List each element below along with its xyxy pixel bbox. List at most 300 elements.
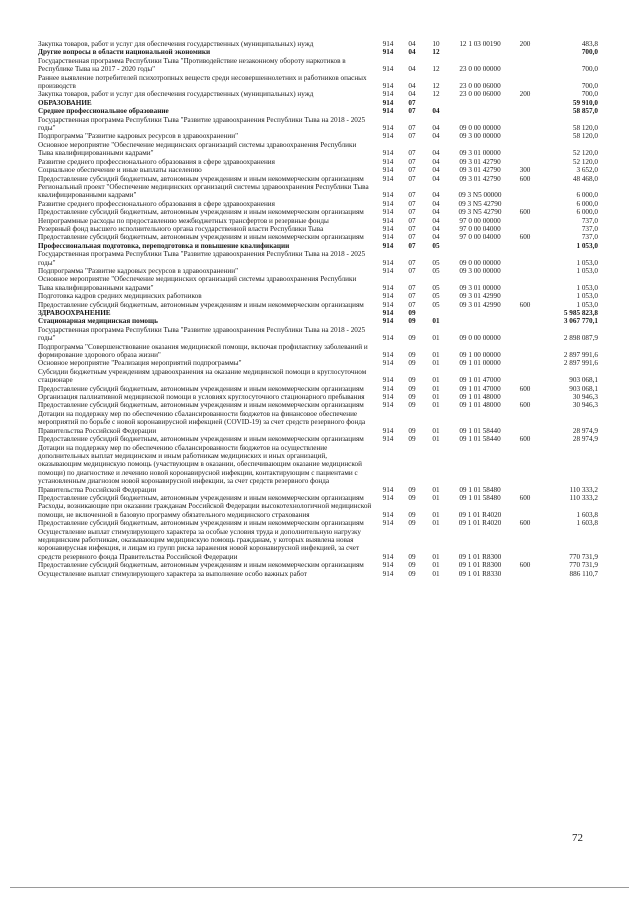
row-amount: 1 053,0: [576, 266, 598, 275]
row-section-code: 07: [408, 283, 416, 292]
row-name: Подпрограмма "Развитие кадровых ресурсов в здравоохранении": [38, 266, 239, 275]
row-amount: 700,0: [581, 48, 598, 57]
row-subsection-code: 10: [432, 40, 440, 48]
row-subsection-code: 05: [432, 292, 440, 301]
table-row: [38, 166, 598, 174]
table-row: [38, 233, 598, 241]
row-amount: 6 000,0: [576, 191, 598, 200]
row-section-code: 07: [408, 233, 416, 242]
row-section-code: 09: [408, 401, 416, 410]
table-row: [38, 326, 598, 343]
row-target-article: 09 3 00 00000: [459, 266, 501, 275]
row-amount: 1 053,0: [576, 300, 598, 309]
row-ministry-code: 914: [382, 510, 394, 519]
row-expense-type: 600: [519, 174, 531, 183]
row-target-article: 09 1 01 58440: [459, 426, 501, 435]
row-amount: 30 946,3: [572, 393, 598, 402]
row-section-code: 07: [408, 191, 416, 200]
row-ministry-code: 914: [382, 233, 394, 242]
budget-table: [38, 40, 598, 578]
table-row: [38, 250, 598, 267]
row-ministry-code: 914: [382, 376, 394, 385]
row-subsection-code: 05: [432, 241, 440, 250]
row-target-article: 09 0 00 00000: [459, 258, 501, 267]
row-amount: 2 897 991,6: [563, 359, 598, 368]
row-target-article: 09 1 01 58480: [459, 485, 501, 494]
row-ministry-code: 914: [382, 317, 394, 326]
row-ministry-code: 914: [382, 393, 394, 402]
row-section-code: 04: [408, 48, 416, 57]
row-expense-type: 600: [519, 561, 531, 570]
row-amount: 48 468,0: [572, 174, 598, 183]
row-section-code: 07: [408, 149, 416, 158]
row-ministry-code: 914: [382, 552, 394, 561]
row-amount: 737,0: [581, 233, 598, 242]
row-name: Предоставление субсидий бюджетным, автономным учреждениям и иным некоммерческим организациям: [38, 233, 364, 242]
table-row: [38, 444, 598, 494]
row-subsection-code: 01: [432, 393, 440, 402]
row-subsection-code: 04: [432, 216, 440, 225]
table-row: [38, 225, 598, 233]
row-section-code: 09: [408, 376, 416, 385]
row-ministry-code: 914: [382, 435, 394, 444]
table-row: [38, 393, 598, 401]
row-target-article: 97 0 00 04000: [459, 224, 501, 233]
row-subsection-code: 01: [432, 317, 440, 326]
row-target-article: 09 1 00 00000: [459, 351, 501, 360]
table-row: [38, 158, 598, 166]
row-expense-type: 600: [519, 519, 531, 528]
row-ministry-code: 914: [382, 283, 394, 292]
row-target-article: 09 3 N5 42790: [458, 199, 502, 208]
table-row: [38, 494, 598, 502]
row-name: Организация паллиативной медицинской помощи в условиях круглосуточного стационарного пребывания: [38, 393, 365, 402]
row-ministry-code: 914: [382, 426, 394, 435]
row-target-article: 12 1 03 00190: [459, 40, 501, 48]
row-amount: 903 068,1: [569, 384, 598, 393]
table-row: [38, 132, 598, 140]
row-amount: 28 974,9: [572, 426, 598, 435]
row-target-article: 09 1 01 R4020: [458, 510, 502, 519]
row-section-code: 09: [408, 309, 416, 317]
row-name: Основное мероприятие "Обеспечение медицинских организаций системы здравоохранения Республики Тыва квалифицированными кадрами": [38, 140, 357, 158]
row-name: Социальное обеспечение и иные выплаты населению: [38, 166, 202, 175]
row-ministry-code: 914: [382, 98, 394, 107]
page-number: 72: [572, 832, 583, 844]
row-ministry-code: 914: [382, 258, 394, 267]
row-amount: 3 652,0: [576, 166, 598, 175]
table-row: [38, 107, 598, 115]
row-amount: 483,8: [581, 40, 598, 48]
row-subsection-code: 01: [432, 359, 440, 368]
row-amount: 3 067 770,1: [563, 317, 598, 326]
row-target-article: 09 3 01 42790: [459, 174, 501, 183]
row-name: Государственная программа Республики Тыва "Противодействие незаконному обороту наркотиков в Республике Тыва на 2017 - 2020 годы": [38, 56, 346, 74]
row-section-code: 09: [408, 426, 416, 435]
row-subsection-code: 05: [432, 258, 440, 267]
row-section-code: 09: [408, 552, 416, 561]
row-amount: 737,0: [581, 216, 598, 225]
row-subsection-code: 01: [432, 485, 440, 494]
row-ministry-code: 914: [382, 300, 394, 309]
row-subsection-code: 01: [432, 569, 440, 578]
row-ministry-code: 914: [382, 224, 394, 233]
row-name: Предоставление субсидий бюджетным, автономным учреждениям и иным некоммерческим организациям: [38, 300, 364, 309]
row-ministry-code: 914: [382, 208, 394, 217]
row-name: Предоставление субсидий бюджетным, автономным учреждениям и иным некоммерческим организациям: [38, 493, 364, 502]
row-subsection-code: 04: [432, 166, 440, 175]
row-subsection-code: 01: [432, 435, 440, 444]
row-section-code: 07: [408, 107, 416, 116]
row-subsection-code: 04: [432, 132, 440, 141]
row-name: Предоставление субсидий бюджетным, автономным учреждениям и иным некоммерческим организациям: [38, 384, 364, 393]
table-row: [38, 317, 598, 325]
row-section-code: 09: [408, 510, 416, 519]
row-target-article: 09 1 01 00000: [459, 359, 501, 368]
row-target-article: 09 3 01 00000: [459, 149, 501, 158]
row-name: Раннее выявление потребителей психотропных веществ среди несовершеннолетних и работников опасных производств: [38, 73, 367, 91]
row-ministry-code: 914: [382, 384, 394, 393]
table-row: [38, 502, 598, 519]
table-row: [38, 528, 598, 562]
row-target-article: 23 0 00 06000: [459, 82, 501, 91]
row-subsection-code: 04: [432, 233, 440, 242]
row-name: Закупка товаров, работ и услуг для обеспечения государственных (муниципальных) нужд: [38, 40, 314, 48]
row-amount: 1 053,0: [576, 258, 598, 267]
table-row: [38, 74, 598, 91]
row-section-code: 07: [408, 166, 416, 175]
table-row: [38, 175, 598, 183]
row-section-code: 07: [408, 266, 416, 275]
table-row: [38, 410, 598, 435]
row-name: Расходы, возникающие при оказании гражданам Российской Федерации высокотехнологичной медицинской помощи, не включенной в базовую программу обязательного медицинского страхования: [38, 502, 372, 519]
row-section-code: 09: [408, 359, 416, 368]
row-name: Дотации на поддержку мер по обеспечению сбалансированности бюджетов на осуществление дополнительных выплат медицинским и иным работникам медицинских и иных организаций, оказывающим медицинскую помощь (участвующим в оказании, обеспечивающим оказание медицинской помощи) по диагностике и лечению новой коронавирусной инфекции, контактирующим с пациентами с установленным диагнозом новой коронавирусной инфекции, за счет средств резервного фонда Правительства Российской Федерации: [38, 443, 362, 494]
row-target-article: 23 0 00 00000: [459, 65, 501, 74]
row-target-article: 09 1 01 47000: [459, 384, 501, 393]
row-name: Субсидии бюджетным учреждениям здравоохранения на оказание медицинской помощи в круглосуточном стационаре: [38, 367, 367, 385]
row-target-article: 09 1 01 47000: [459, 376, 501, 385]
row-ministry-code: 914: [382, 157, 394, 166]
row-ministry-code: 914: [382, 292, 394, 301]
row-section-code: 04: [408, 90, 416, 99]
row-ministry-code: 914: [382, 90, 394, 99]
row-subsection-code: 05: [432, 283, 440, 292]
row-target-article: 09 1 01 R8330: [458, 569, 502, 578]
row-section-code: 07: [408, 224, 416, 233]
row-expense-type: 600: [519, 300, 531, 309]
row-amount: 2 898 087,9: [563, 334, 598, 343]
row-subsection-code: 04: [432, 199, 440, 208]
row-subsection-code: 12: [432, 82, 440, 91]
row-amount: 52 120,0: [572, 149, 598, 158]
row-amount: 770 731,9: [569, 552, 598, 561]
row-target-article: 09 1 01 58480: [459, 493, 501, 502]
row-section-code: 09: [408, 317, 416, 326]
row-subsection-code: 05: [432, 266, 440, 275]
row-section-code: 07: [408, 199, 416, 208]
row-target-article: 97 0 00 00000: [459, 216, 501, 225]
row-target-article: 09 0 00 00000: [459, 124, 501, 133]
row-subsection-code: 04: [432, 174, 440, 183]
row-target-article: 09 1 01 R4020: [458, 519, 502, 528]
row-amount: 6 000,0: [576, 208, 598, 217]
row-subsection-code: 04: [432, 124, 440, 133]
row-section-code: 07: [408, 208, 416, 217]
row-subsection-code: 01: [432, 401, 440, 410]
row-ministry-code: 914: [382, 241, 394, 250]
table-row: [38, 301, 598, 309]
row-subsection-code: 01: [432, 519, 440, 528]
row-section-code: 07: [408, 98, 416, 107]
row-expense-type: 600: [519, 233, 531, 242]
row-ministry-code: 914: [382, 401, 394, 410]
row-ministry-code: 914: [382, 485, 394, 494]
row-amount: 58 120,0: [572, 124, 598, 133]
table-row: [38, 116, 598, 133]
row-section-code: 09: [408, 384, 416, 393]
row-name: Осуществление выплат стимулирующего характера за особые условия труда и дополнительную нагрузку медицинским работникам, оказывающим медицинскую помощь гражданам, у которых выявлена новая коронавирусная инфекция, и лицам из групп риска заражения новой коронавирусной инфекцией, за счет средств резервного фонда Правительства Российской Федерации: [38, 527, 361, 561]
row-ministry-code: 914: [382, 174, 394, 183]
row-name: Закупка товаров, работ и услуг для обеспечения государственных (муниципальных) нужд: [38, 90, 314, 99]
row-section-code: 09: [408, 493, 416, 502]
table-row: [38, 40, 598, 48]
row-ministry-code: 914: [382, 216, 394, 225]
table-row: [38, 275, 598, 292]
row-subsection-code: 04: [432, 224, 440, 233]
row-name: Предоставление субсидий бюджетным, автономным учреждениям и иным некоммерческим организациям: [38, 174, 364, 183]
row-amount: 770 731,9: [569, 561, 598, 570]
row-target-article: 97 0 00 04000: [459, 233, 501, 242]
row-target-article: 09 1 01 48000: [459, 401, 501, 410]
row-amount: 110 333,2: [569, 493, 598, 502]
row-amount: 1 603,8: [576, 519, 598, 528]
row-target-article: 23 0 00 06000: [459, 90, 501, 99]
row-section-code: 07: [408, 174, 416, 183]
row-name: Подпрограмма "Развитие кадровых ресурсов в здравоохранении": [38, 132, 239, 141]
row-ministry-code: 914: [382, 132, 394, 141]
row-target-article: 09 1 01 R8300: [458, 561, 502, 570]
table-row: [38, 208, 598, 216]
row-section-code: 04: [408, 40, 416, 48]
row-subsection-code: 01: [432, 351, 440, 360]
row-ministry-code: 914: [382, 309, 394, 317]
row-subsection-code: 01: [432, 376, 440, 385]
row-section-code: 07: [408, 241, 416, 250]
row-target-article: 09 3 01 42790: [459, 157, 501, 166]
row-ministry-code: 914: [382, 351, 394, 360]
row-subsection-code: 01: [432, 493, 440, 502]
row-ministry-code: 914: [382, 199, 394, 208]
row-amount: 58 120,0: [572, 132, 598, 141]
row-amount: 110 333,2: [569, 485, 598, 494]
row-section-code: 07: [408, 132, 416, 141]
row-name: Государственная программа Республики Тыва "Развитие здравоохранения Республики Тыва на 2018 - 2025 годы": [38, 115, 366, 133]
table-row: [38, 309, 598, 317]
row-ministry-code: 914: [382, 82, 394, 91]
row-name: Государственная программа Республики Тыва "Развитие здравоохранения Республики Тыва на 2018 - 2025 годы": [38, 325, 366, 343]
row-expense-type: 600: [519, 401, 531, 410]
row-name: Стационарная медицинская помощь: [38, 317, 158, 326]
row-amount: 903 068,1: [569, 376, 598, 385]
table-row: [38, 359, 598, 367]
table-row: [38, 200, 598, 208]
row-section-code: 07: [408, 300, 416, 309]
row-name: Региональный проект "Обеспечение медицинских организаций системы здравоохранения Республики Тыва квалифицированными кадрами": [38, 182, 369, 200]
row-subsection-code: 12: [432, 90, 440, 99]
row-ministry-code: 914: [382, 166, 394, 175]
row-name: Предоставление субсидий бюджетным, автономным учреждениям и иным некоммерческим организациям: [38, 435, 364, 444]
table-row: [38, 343, 598, 360]
table-row: [38, 519, 598, 527]
row-section-code: 09: [408, 435, 416, 444]
row-expense-type: 600: [519, 435, 531, 444]
table-row: [38, 561, 598, 569]
row-ministry-code: 914: [382, 519, 394, 528]
row-ministry-code: 914: [382, 334, 394, 343]
row-subsection-code: 04: [432, 208, 440, 217]
row-target-article: 09 0 00 00000: [459, 334, 501, 343]
row-name: Подготовка кадров средних медицинских работников: [38, 292, 202, 301]
row-target-article: 09 3 01 42990: [459, 300, 501, 309]
row-ministry-code: 914: [382, 359, 394, 368]
table-row: [38, 141, 598, 158]
row-section-code: 04: [408, 82, 416, 91]
row-section-code: 04: [408, 65, 416, 74]
row-amount: 59 910,0: [572, 98, 598, 107]
row-name: Профессиональная подготовка, переподготовка и повышение квалификации: [38, 241, 290, 250]
row-amount: 28 974,9: [572, 435, 598, 444]
row-amount: 886 110,7: [569, 569, 598, 578]
row-ministry-code: 914: [382, 65, 394, 74]
row-name: Основное мероприятие "Обеспечение медицинских организаций системы здравоохранения Республики Тыва квалифицированными кадрами": [38, 275, 357, 292]
row-amount: 6 000,0: [576, 199, 598, 208]
row-ministry-code: 914: [382, 266, 394, 275]
row-amount: 52 120,0: [572, 157, 598, 166]
row-target-article: 09 3 00 00000: [459, 132, 501, 141]
row-subsection-code: 04: [432, 107, 440, 116]
row-ministry-code: 914: [382, 107, 394, 116]
row-amount: 1 603,8: [576, 510, 598, 519]
row-amount: 30 946,3: [572, 401, 598, 410]
row-subsection-code: 01: [432, 384, 440, 393]
row-section-code: 07: [408, 216, 416, 225]
row-subsection-code: 01: [432, 552, 440, 561]
row-name: Развитие среднего профессионального образования в сфере здравоохранения: [38, 157, 275, 166]
row-name: Основное мероприятие "Реализация мероприятий подпрограммы": [38, 359, 242, 368]
table-row: [38, 385, 598, 393]
row-ministry-code: 914: [382, 149, 394, 158]
row-target-article: 09 1 01 R8300: [458, 552, 502, 561]
row-expense-type: 600: [519, 384, 531, 393]
row-subsection-code: 04: [432, 191, 440, 200]
row-section-code: 09: [408, 334, 416, 343]
bottom-rule: [10, 887, 629, 888]
table-row: [38, 435, 598, 443]
row-expense-type: 200: [519, 40, 531, 48]
row-amount: 700,0: [581, 90, 598, 99]
row-amount: 1 053,0: [576, 241, 598, 250]
row-subsection-code: 01: [432, 426, 440, 435]
row-amount: 2 897 991,6: [563, 351, 598, 360]
table-row: [38, 242, 598, 250]
row-name: Подпрограмма "Совершенствование оказания медицинской помощи, включая профилактику заболеваний и формирование здорового образа жизни": [38, 342, 368, 360]
row-amount: 700,0: [581, 65, 598, 74]
row-target-article: 09 1 01 48000: [459, 393, 501, 402]
row-subsection-code: 12: [432, 65, 440, 74]
row-section-code: 09: [408, 485, 416, 494]
row-ministry-code: 914: [382, 561, 394, 570]
row-ministry-code: 914: [382, 40, 394, 48]
table-row: [38, 267, 598, 275]
row-subsection-code: 04: [432, 149, 440, 158]
row-amount: 700,0: [581, 82, 598, 91]
row-name: Государственная программа Республики Тыва "Развитие здравоохранения Республики Тыва на 2018 - 2025 годы": [38, 250, 366, 267]
row-name: Другие вопросы в области национальной экономики: [38, 48, 211, 57]
row-section-code: 07: [408, 258, 416, 267]
row-subsection-code: 04: [432, 157, 440, 166]
row-amount: 5 985 823,8: [563, 309, 598, 317]
row-amount: 737,0: [581, 224, 598, 233]
row-expense-type: 300: [519, 166, 531, 175]
table-row: [38, 99, 598, 107]
row-target-article: 09 3 01 42990: [459, 292, 501, 301]
table-row: [38, 48, 598, 56]
row-target-article: 09 3 01 42790: [459, 166, 501, 175]
row-ministry-code: 914: [382, 569, 394, 578]
table-row: [38, 90, 598, 98]
table-row: [38, 292, 598, 300]
table-row: [38, 570, 598, 578]
table-row: [38, 368, 598, 385]
row-section-code: 07: [408, 292, 416, 301]
row-name: Предоставление субсидий бюджетным, автономным учреждениям и иным некоммерческим организациям: [38, 208, 364, 217]
row-subsection-code: 05: [432, 300, 440, 309]
row-target-article: 09 1 01 58440: [459, 435, 501, 444]
row-name: Развитие среднего профессионального образования в сфере здравоохранения: [38, 199, 275, 208]
row-amount: 1 053,0: [576, 292, 598, 301]
row-ministry-code: 914: [382, 48, 394, 57]
row-ministry-code: 914: [382, 493, 394, 502]
row-section-code: 09: [408, 569, 416, 578]
row-target-article: 09 3 N5 00000: [458, 191, 502, 200]
table-row: [38, 183, 598, 200]
row-name: Среднее профессиональное образование: [38, 107, 169, 116]
row-name: Предоставление субсидий бюджетным, автономным учреждениям и иным некоммерческим организациям: [38, 401, 364, 410]
row-name: ЗДРАВООХРАНЕНИЕ: [38, 309, 111, 317]
row-target-article: 09 3 01 00000: [459, 283, 501, 292]
row-section-code: 07: [408, 157, 416, 166]
row-section-code: 09: [408, 519, 416, 528]
row-name: ОБРАЗОВАНИЕ: [38, 98, 92, 107]
row-section-code: 09: [408, 351, 416, 360]
row-ministry-code: 914: [382, 124, 394, 133]
row-ministry-code: 914: [382, 191, 394, 200]
row-name: Резервный фонд высшего исполнительного органа государственной власти Республики Тыва: [38, 224, 324, 233]
row-name: Непрограммные расходы по предоставлению межбюджетных трансфертов и резервные фонды: [38, 216, 329, 225]
row-name: Дотации на поддержку мер по обеспечению сбалансированности бюджетов на финансовое обеспечение мероприятий по борьбе с новой коронавирусной инфекцией (COVID-19) за счет средств резервного фонда Правительства Российской Федерации: [38, 409, 366, 435]
row-section-code: 09: [408, 561, 416, 570]
row-expense-type: 200: [519, 90, 531, 99]
row-target-article: 09 3 N5 42790: [458, 208, 502, 217]
row-expense-type: 600: [519, 208, 531, 217]
row-name: Предоставление субсидий бюджетным, автономным учреждениям и иным некоммерческим организациям: [38, 561, 364, 570]
row-subsection-code: 12: [432, 48, 440, 57]
row-subsection-code: 01: [432, 510, 440, 519]
row-subsection-code: 01: [432, 561, 440, 570]
row-subsection-code: 01: [432, 334, 440, 343]
row-amount: 1 053,0: [576, 283, 598, 292]
